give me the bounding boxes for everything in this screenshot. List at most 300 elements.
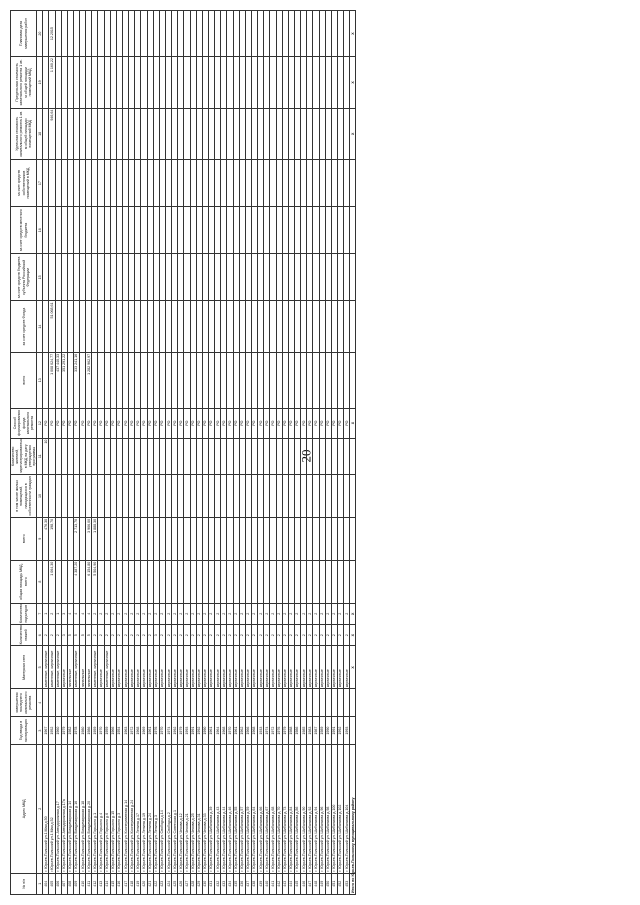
table-cell: РО <box>86 408 92 438</box>
table-cell: 5 <box>80 625 86 646</box>
table-cell: панельные <box>67 646 73 689</box>
table-cell: 2 <box>227 603 233 624</box>
table-cell: РО <box>215 408 221 438</box>
table-cell: 5 <box>73 625 79 646</box>
header-year-overhaul: завершения последнего капитального ремонта <box>11 689 37 717</box>
table-cell: 1991 <box>331 717 337 745</box>
table-cell: г. Юрьев-Польский ул. Шибанкова д.84 <box>288 745 294 874</box>
table-cell: РО <box>49 408 55 438</box>
table-cell: 2 <box>288 603 294 624</box>
table-cell: г. Юрьев-Польский ул. Кооперативная д.14 <box>123 745 129 874</box>
table-cell: г. Юрьев-Польский ул. Шибанкова д.102 <box>337 745 343 874</box>
table-cell: 1972 <box>129 717 135 745</box>
table-cell: 2 <box>147 625 153 646</box>
table-cell: 333 241,16 <box>73 352 79 408</box>
table-cell: 2 <box>135 625 141 646</box>
table-cell: г. Юрьев-Польский ул. Горького д.15 <box>110 745 116 874</box>
table-cell: 2 <box>116 603 122 624</box>
total-cell: Итого по Юрьев-Польскому муниципальному району <box>350 797 355 893</box>
table-cell: РО <box>307 408 313 438</box>
table-cell: 429 <box>196 873 202 894</box>
total-cell: X <box>350 408 356 438</box>
table-cell: 437 440,33 <box>55 352 61 408</box>
table-cell: кирпичные <box>221 646 227 689</box>
table-cell: кирпичные <box>129 646 135 689</box>
total-cell <box>350 517 356 560</box>
table-cell: 2 <box>344 625 350 646</box>
table-cell: 1959 <box>92 717 98 745</box>
table-cell: 476,30 <box>43 517 49 560</box>
table-cell: 436 <box>239 873 245 894</box>
table-cell: 1990 <box>202 717 208 745</box>
table-cell: РО <box>239 408 245 438</box>
total-cell <box>350 301 356 352</box>
table-cell: 2 <box>178 603 184 624</box>
table-cell: 2 <box>319 625 325 646</box>
table-cell: г. Юрьев-Польский ул. Шибанкова д.98 <box>325 745 331 874</box>
table-cell: кирпичные <box>337 646 343 689</box>
table-cell: 2 <box>288 625 294 646</box>
table-cell: 2 <box>166 625 172 646</box>
table-cell: кирпичные <box>141 646 147 689</box>
table-cell: 1970 <box>159 717 165 745</box>
table-cell: 1987 <box>313 717 319 745</box>
table-cell: 1959 <box>104 717 110 745</box>
table-cell: 1976 <box>153 717 159 745</box>
table-cell: кирпичные <box>116 646 122 689</box>
table-cell: 2 <box>92 603 98 624</box>
header-total-area: общая площадь МКД, всего <box>11 560 37 603</box>
table-cell: 424 <box>166 873 172 894</box>
table-cell: 2 <box>270 625 276 646</box>
column-number: 9 <box>37 517 43 560</box>
table-cell: 2 <box>98 625 104 646</box>
table-cell: 437 <box>245 873 251 894</box>
total-cell <box>350 160 356 207</box>
table-cell: РО <box>135 408 141 438</box>
table-cell: 406 <box>55 873 61 894</box>
table-cell: кирпичные <box>147 646 153 689</box>
table-cell: 5 <box>67 625 73 646</box>
table-cell: 2 <box>282 625 288 646</box>
table-cell: 2 <box>331 625 337 646</box>
header-residents: Количество жителей, зарегистрированных в МКД на дату утверждения программы <box>11 438 37 473</box>
table-cell: РО <box>282 408 288 438</box>
table-cell: 2 <box>294 625 300 646</box>
table-cell: 1952 <box>49 717 55 745</box>
table-cell: 2 <box>190 603 196 624</box>
table-cell: 2 <box>233 625 239 646</box>
table-cell: 2 <box>319 603 325 624</box>
table-cell: РО <box>67 408 73 438</box>
table-cell: 1989 <box>319 717 325 745</box>
table-cell: 412 <box>92 873 98 894</box>
table-cell: 410 <box>80 873 86 894</box>
column-number: 14 <box>37 301 43 352</box>
table-cell: 2 <box>104 625 110 646</box>
table-cell: 1992 <box>337 717 343 745</box>
table-cell: 416 <box>116 873 122 894</box>
table-cell: 1954 <box>116 717 122 745</box>
table-cell: 413 <box>98 873 104 894</box>
column-number: 2 <box>37 745 43 874</box>
table-cell: г. Юрьев-Польский ул. Шибанкова д.43 <box>215 745 221 874</box>
table-cell: г. Юрьев-Польский ул. Горького д.1 <box>92 745 98 874</box>
table-cell: 1988 <box>288 717 294 745</box>
table-cell: кирпичные <box>270 646 276 689</box>
table-cell: кирпичные <box>190 646 196 689</box>
header-max-cost: Предельная стоимость капитального ремонта 1 кв. м общей площади помещений МКД <box>11 57 37 108</box>
table-cell: г. Юрьев-Польский ул. Горького д.4 <box>98 745 104 874</box>
column-number: 12 <box>37 408 43 438</box>
column-number: 11 <box>37 438 43 474</box>
column-number: 18 <box>37 108 43 159</box>
table-cell: РО <box>184 408 190 438</box>
table-cell: г. Юрьев-Польский ул. Ленина д.19 <box>141 745 147 874</box>
total-cell <box>350 207 356 254</box>
table-cell: 2 <box>264 603 270 624</box>
table-cell: г. Юрьев-Польский ул. Шибанкова д.44 <box>221 745 227 874</box>
header-method: Способ формирования фонда капитального ремонта <box>11 408 37 438</box>
table-cell: 1976 <box>276 717 282 745</box>
table-cell: РО <box>344 408 350 438</box>
table-cell: 1985 <box>301 717 307 745</box>
table-cell: 1963 <box>123 717 129 745</box>
table-cell: 1 282 962,97 <box>86 352 92 408</box>
table-cell: 427 <box>184 873 190 894</box>
table-cell: г.Юрьев-Польский ул.1 Мая д.52 <box>49 745 55 874</box>
table-cell: каменные, кирпичные <box>73 646 79 689</box>
table-cell: кирпичные <box>264 646 270 689</box>
header-num: № п/п <box>11 873 37 894</box>
table-cell: 2 <box>301 603 307 624</box>
table-cell: РО <box>172 408 178 438</box>
header-cost-budget-rf: за счет средств бюджета субъекта Российской Федерации <box>11 254 37 301</box>
table-cell: 3 <box>61 603 67 624</box>
table-cell: 2 <box>141 625 147 646</box>
table-cell: г. Юрьев-Польский ул. Владимирская д.18 <box>80 745 86 874</box>
table-cell: кирпичные <box>331 646 337 689</box>
table-cell: 415 <box>110 873 116 894</box>
column-number: 7 <box>37 603 43 624</box>
table-cell: 3 <box>153 625 159 646</box>
table-cell: 447 <box>307 873 313 894</box>
table-cell: 445 <box>294 873 300 894</box>
table-cell: 1966 <box>110 717 116 745</box>
table-cell: 1993 <box>344 717 350 745</box>
table-cell: кирпичные <box>209 646 215 689</box>
table-cell: 2 <box>313 603 319 624</box>
table-cell: 1992 <box>196 717 202 745</box>
table-cell: г. Юрьев-Польский ул. Шибанкова д.66 <box>258 745 264 874</box>
table-cell: РО <box>325 408 331 438</box>
table-cell: 1 160,22 <box>49 57 55 108</box>
table-cell: кирпичные <box>301 646 307 689</box>
header-year-built: Год ввода в эксплуатацию <box>11 717 37 745</box>
table-cell: 2 <box>202 603 208 624</box>
table-cell: 2 <box>172 603 178 624</box>
table-cell: РО <box>61 408 67 438</box>
table-cell: 1986 <box>86 717 92 745</box>
total-cell: X <box>350 646 356 689</box>
table-cell: 446 <box>301 873 307 894</box>
table-cell: 2 <box>196 603 202 624</box>
table-cell: 418 <box>129 873 135 894</box>
table-cell: РО <box>92 408 98 438</box>
table-cell: кирпичные <box>276 646 282 689</box>
table-cell: 407 <box>61 873 67 894</box>
table-cell: РО <box>270 408 276 438</box>
table-cell: 1991 <box>190 717 196 745</box>
table-cell: 2 <box>313 625 319 646</box>
table-cell: РО <box>116 408 122 438</box>
table-cell: РО <box>202 408 208 438</box>
table-cell: кирпичные <box>172 646 178 689</box>
table-cell: РО <box>227 408 233 438</box>
column-number: 16 <box>37 207 43 254</box>
table-cell: 451 <box>331 873 337 894</box>
table-cell: 2 <box>153 603 159 624</box>
table-cell: РО <box>159 408 165 438</box>
table-cell: 442 <box>276 873 282 894</box>
table-cell: 4 <box>86 603 92 624</box>
table-cell: 435 <box>233 873 239 894</box>
table-cell: кирпичные <box>123 646 129 689</box>
table-cell: 2 <box>301 625 307 646</box>
table-cell: 2 <box>258 625 264 646</box>
table-cell: РО <box>98 408 104 438</box>
table-cell: г. Юрьев-Польский ул. Владимирская д.20 <box>86 745 92 874</box>
header-cost-fund: за счет средств Фонда <box>11 301 37 352</box>
table-cell: 946,64 <box>49 108 55 159</box>
table-cell: 2 <box>307 625 313 646</box>
table-cell: кирпичные <box>307 646 313 689</box>
total-cell: X <box>350 603 356 624</box>
table-cell: г. Юрьев-Польский ул. Шибанкова д.104 <box>344 745 350 874</box>
table-cell: 430 <box>202 873 208 894</box>
table-cell: каменные, кирпичные <box>49 646 55 689</box>
table-cell: 1968 <box>135 717 141 745</box>
table-cell: 439 <box>258 873 264 894</box>
table-cell: г. Юрьев-Польский ул. Владимирская д.16 <box>73 745 79 874</box>
table-cell: 4 387,20 <box>73 560 79 603</box>
table-cell: 2 <box>104 603 110 624</box>
table-cell: РО <box>141 408 147 438</box>
total-cell: X <box>350 11 356 57</box>
total-cell <box>350 689 356 717</box>
table-cell: 2 <box>233 603 239 624</box>
header-deadline: Плановая дата завершения работ <box>11 11 37 57</box>
table-cell: 2 <box>294 603 300 624</box>
table-cell: г. Юрьев-Польский ул. Шибанкова д.39 <box>209 745 215 874</box>
table-cell: РО <box>209 408 215 438</box>
table-cell: 2 <box>129 625 135 646</box>
table-cell: кирпичные <box>215 646 221 689</box>
table-cell: 1978 <box>73 717 79 745</box>
table-cell: кирпичные <box>98 646 104 689</box>
table-cell: 450 <box>325 873 331 894</box>
table-cell: 2 <box>252 603 258 624</box>
table-cell: 452 <box>337 873 343 894</box>
table-cell: РО <box>80 408 86 438</box>
table-body <box>43 11 356 895</box>
table-cell: РО <box>331 408 337 438</box>
table-cell: 2 <box>264 625 270 646</box>
total-cell <box>350 717 356 745</box>
header-cost-owners: за счет средств собственников помещений в МКД <box>11 160 37 207</box>
table-cell: РО <box>233 408 239 438</box>
table-cell: 2 <box>221 603 227 624</box>
table-cell: 2 <box>135 603 141 624</box>
table-cell: 51 068,61 <box>49 301 55 352</box>
table-cell: г. Юрьев-Польский ул. Шибанкова д.57 <box>239 745 245 874</box>
table-cell: РО <box>123 408 129 438</box>
table-cell: 2 <box>129 603 135 624</box>
table-cell: 1974 <box>264 717 270 745</box>
table-cell: РО <box>153 408 159 438</box>
table-cell: 2 <box>325 625 331 646</box>
table-cell: РО <box>166 408 172 438</box>
table-cell: г. Юрьев-Польский ул. Советская д.1 <box>172 745 178 874</box>
table-cell: г. Юрьев-Польский ул. Чехова д.21 <box>184 745 190 874</box>
table-cell: кирпичные <box>184 646 190 689</box>
column-number: 5 <box>37 646 43 689</box>
table-cell: 438 <box>252 873 258 894</box>
table-cell: кирпичные <box>227 646 233 689</box>
table-cell: 2 <box>245 625 251 646</box>
table-cell: 1992 <box>172 717 178 745</box>
table-cell: 1986 <box>294 717 300 745</box>
column-number: 19 <box>37 57 43 108</box>
table-cell: кирпичные <box>252 646 258 689</box>
table-cell: г. Юрьев-Польский ул. Ленина д.3 <box>153 745 159 874</box>
table-cell: 1 008 024,77 <box>49 352 55 408</box>
table-cell: 2 <box>276 625 282 646</box>
table-cell: 1979 <box>61 717 67 745</box>
table-cell: 2 <box>239 603 245 624</box>
table-cell: 1961 <box>209 717 215 745</box>
table-cell: 2 <box>331 603 337 624</box>
table-cell: РО <box>104 408 110 438</box>
column-number: 10 <box>37 475 43 518</box>
table-cell: 1982 <box>67 717 73 745</box>
table-cell: 2 <box>92 625 98 646</box>
table-cell: 2 <box>178 625 184 646</box>
table-cell: РО <box>196 408 202 438</box>
table-cell: 1966 <box>245 717 251 745</box>
table-cell: кирпичные <box>282 646 288 689</box>
table-cell: 5 504,90 <box>92 560 98 603</box>
overhaul-register-table <box>10 10 356 895</box>
table-cell: кирпичные <box>239 646 245 689</box>
table-cell: г. Юрьев-Польский ул. Чехова д.25 <box>190 745 196 874</box>
table-cell: 444 <box>288 873 294 894</box>
table-cell: 2 <box>270 603 276 624</box>
header-floors: Количество этажей <box>11 625 37 646</box>
table-cell: 2 <box>227 625 233 646</box>
table-cell: РО <box>129 408 135 438</box>
table-cell: РО <box>337 408 343 438</box>
table-cell: 2 <box>159 625 165 646</box>
table-cell: 2 <box>196 625 202 646</box>
table-cell: 2 <box>307 603 313 624</box>
table-cell: 2 <box>209 603 215 624</box>
table-cell: г. Юрьев-Польский ул. Шибанкова д.90 <box>301 745 307 874</box>
table-cell: 1983 <box>307 717 313 745</box>
table-cell: кирпичные <box>110 646 116 689</box>
table-cell: г. Юрьев-Польский ул. Горького д.6 <box>104 745 110 874</box>
table-cell: кирпичные <box>159 646 165 689</box>
table-cell: каменные, кирпичные <box>55 646 61 689</box>
table-cell: 2 <box>55 625 61 646</box>
header-address: Адрес МКД <box>11 745 37 874</box>
table-cell: 431 <box>209 873 215 894</box>
table-cell: г. Юрьев-Польский ул. Шибанкова д.64 <box>252 745 258 874</box>
table-cell: 420 <box>141 873 147 894</box>
table-cell: кирпичные <box>258 646 264 689</box>
table-cell: 2 <box>258 603 264 624</box>
table-cell: г. Юрьев-Польский ул. Кооперативная д.24 <box>129 745 135 874</box>
table-cell: 1964 <box>215 717 221 745</box>
total-cell <box>350 438 356 474</box>
table-cell: 1974 <box>166 717 172 745</box>
table-cell: г. Юрьев-Польский ул. Шибанкова д.68 <box>270 745 276 874</box>
table-cell: 5 <box>86 625 92 646</box>
table-cell: 405 <box>49 873 55 894</box>
table-cell: кирпичные <box>135 646 141 689</box>
table-cell: 2 <box>209 625 215 646</box>
table-cell: кирпичные <box>294 646 300 689</box>
table-cell: кирпичные <box>153 646 159 689</box>
table-cell: 449 <box>319 873 325 894</box>
table-cell: 1970 <box>227 717 233 745</box>
table-cell: 1968 <box>221 717 227 745</box>
header-row <box>11 11 37 895</box>
table-cell: кирпичные <box>319 646 325 689</box>
table-cell: 1 <box>43 603 49 624</box>
table-cell: 1970 <box>98 717 104 745</box>
table-cell: 2 <box>190 625 196 646</box>
table-cell: 2 <box>252 625 258 646</box>
table-cell: 2 <box>184 603 190 624</box>
table-cell: 2 <box>337 603 343 624</box>
table-cell: 1961 <box>233 717 239 745</box>
table-cell: 448 <box>313 873 319 894</box>
header-cost-total: всего <box>11 352 37 408</box>
total-cell: X <box>350 625 356 646</box>
table-cell: 453 <box>344 873 350 894</box>
table-cell: г. Юрьев-Польский ул. Шибанкова д.100 <box>331 745 337 874</box>
table-cell: РО <box>294 408 300 438</box>
table-cell: 3 906,00 <box>86 517 92 560</box>
table-cell: 4 <box>80 603 86 624</box>
table-cell: 12.2015 <box>49 11 55 57</box>
table-cell: РО <box>288 408 294 438</box>
table-cell: РО <box>276 408 282 438</box>
table-cell: 2 <box>49 603 55 624</box>
table-cell: 409 <box>73 873 79 894</box>
table-cell: 1967 <box>43 717 49 745</box>
column-number: 8 <box>37 560 43 603</box>
table-cell: 425 <box>172 873 178 894</box>
table-cell: кирпичные <box>178 646 184 689</box>
table-cell: каменные, кирпичные <box>104 646 110 689</box>
header-living-area: всего <box>11 517 37 560</box>
table-cell: кирпичные <box>202 646 208 689</box>
table-cell: г. Юрьев-Польский ул. Шибанкова д.94 <box>313 745 319 874</box>
table-cell: каменные, кирпичные <box>43 646 49 689</box>
table-cell: 414 <box>104 873 110 894</box>
